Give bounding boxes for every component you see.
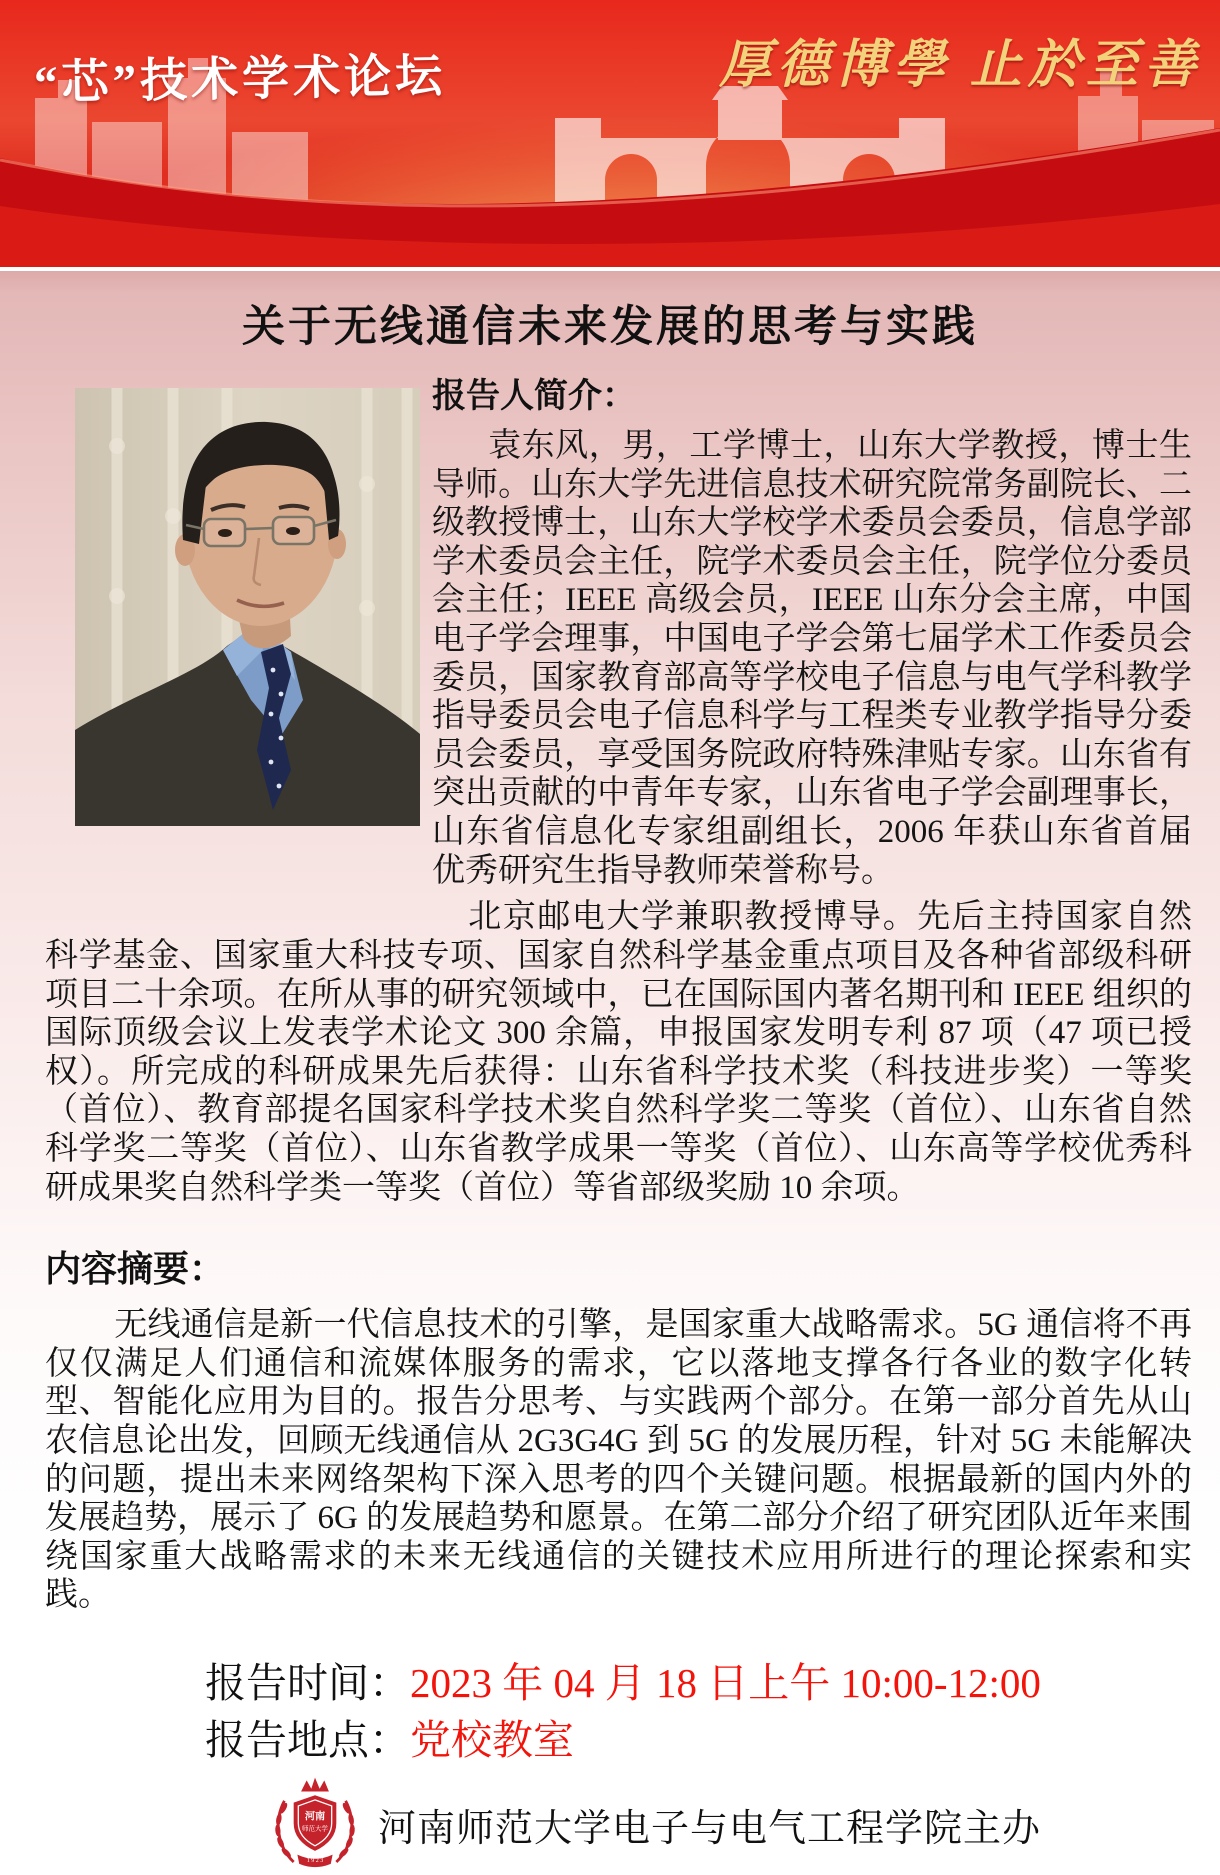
abstract-section [45,1241,1192,1615]
crest-text-line1: 河南 [304,1811,326,1823]
schedule-block [205,1655,1220,1769]
crest-year: 1 9 2 3 [306,1858,324,1865]
speaker-bio-section [45,368,1192,1207]
poster-body [0,267,1220,1865]
time-value: 2023 年 04 月 18 日上午 10:00-12:00 [410,1660,1041,1707]
schedule-venue-row [205,1712,1220,1769]
speaker-photo [75,388,420,826]
university-crest-logo [262,1773,368,1875]
abstract-text: 无线通信是新一代信息技术的引擎，是国家重大战略需求。5G 通信将不再仅仅满足人们通信和流媒体服务的需求，它以落地支撑各行各业的数字化转型、智能化应用为目的。报告分思考、与实践两个部分。在第一部分首先从山农信息论出发，回顾无线通信从 2G3G4G 到 5G 的发展历程，针对 5G 未能解决的问题，提出未来网络架构下深入思考的四个关键问题。根据最新的国内外的发展趋势，展示了 6G 的发展趋势和愿景。在第二部分介绍了研究团队近年来围绕国家重大战略需求的未来无线通信的关键技术应用所进行的理论探索和实践。 [45,1307,1192,1614]
venue-value: 党校教室 [410,1717,574,1764]
header-banner [0,0,1220,267]
speaker-section-heading: 报告人简介： [432,378,636,415]
lecture-title: 关于无线通信未来发展的思考与实践 [242,304,978,351]
speaker-portrait-illustration [75,388,420,826]
venue-label: 报告地点： [205,1717,410,1764]
abstract-section-heading: 内容摘要： [45,1249,226,1290]
crest-text-line2: 师范大学 [302,1825,328,1833]
schedule-time-row [205,1655,1220,1712]
time-label: 报告时间： [205,1660,410,1707]
speaker-bio-paragraph-2: 北京邮电大学兼职教授博导。先后主持国家自然科学基金、国家重大科技专项、国家自然科学基金重点项目及各种省部级科研项目二十余项。在所从事的研究领域中，已在国际国内著名期刊和 IEEE 组织的国际顶级会议上发表学术论文 300 余篇，申报国家发明专利 87 项（47 项已授权）。所完成的科研成果先后获得：山东省科学技术奖（科技进步奖）一等奖（首位）、教育部提名国家科学技术奖自然科学奖二等奖（首位）、山东省自然科学奖二等奖（首位）、山东省教学成果一等奖（首位）、山东高等学校优秀科研成果奖自然科学类一等奖（首位）等省部级奖励 10 余项。 [45,899,1192,1206]
organizer-footer [262,1773,1220,1875]
university-motto-calligraphy: 厚德博學 止於至善 [718,37,1202,94]
speaker-bio-paragraph-1: 袁东风，男，工学博士，山东大学教授，博士生导师。山东大学先进信息技术研究院常务副院长、二级教授博士，山东大学校学术委员会委员，信息学部学术委员会主任，院学术委员会主任，院学位分委员会主任；IEEE 高级会员，IEEE 山东分会主席，中国电子学会理事，中国电子学会第七届学术工作委员会委员，国家教育部高等学校电子信息与电气学科教学指导委员会电子信息科学与工程类专业教学指导分委员会委员，享受国务院政府特殊津贴专家。山东省有突出贡献的中青年专家，山东省电子学会副理事长，山东省信息化专家组副组长，2006 年获山东省首届优秀研究生指导教师荣誉称号。 [432,428,1192,889]
forum-title: “芯”技术学术论坛 [33,50,447,110]
organizer-text: 河南师范大学电子与电气工程学院主办 [378,1807,1042,1850]
